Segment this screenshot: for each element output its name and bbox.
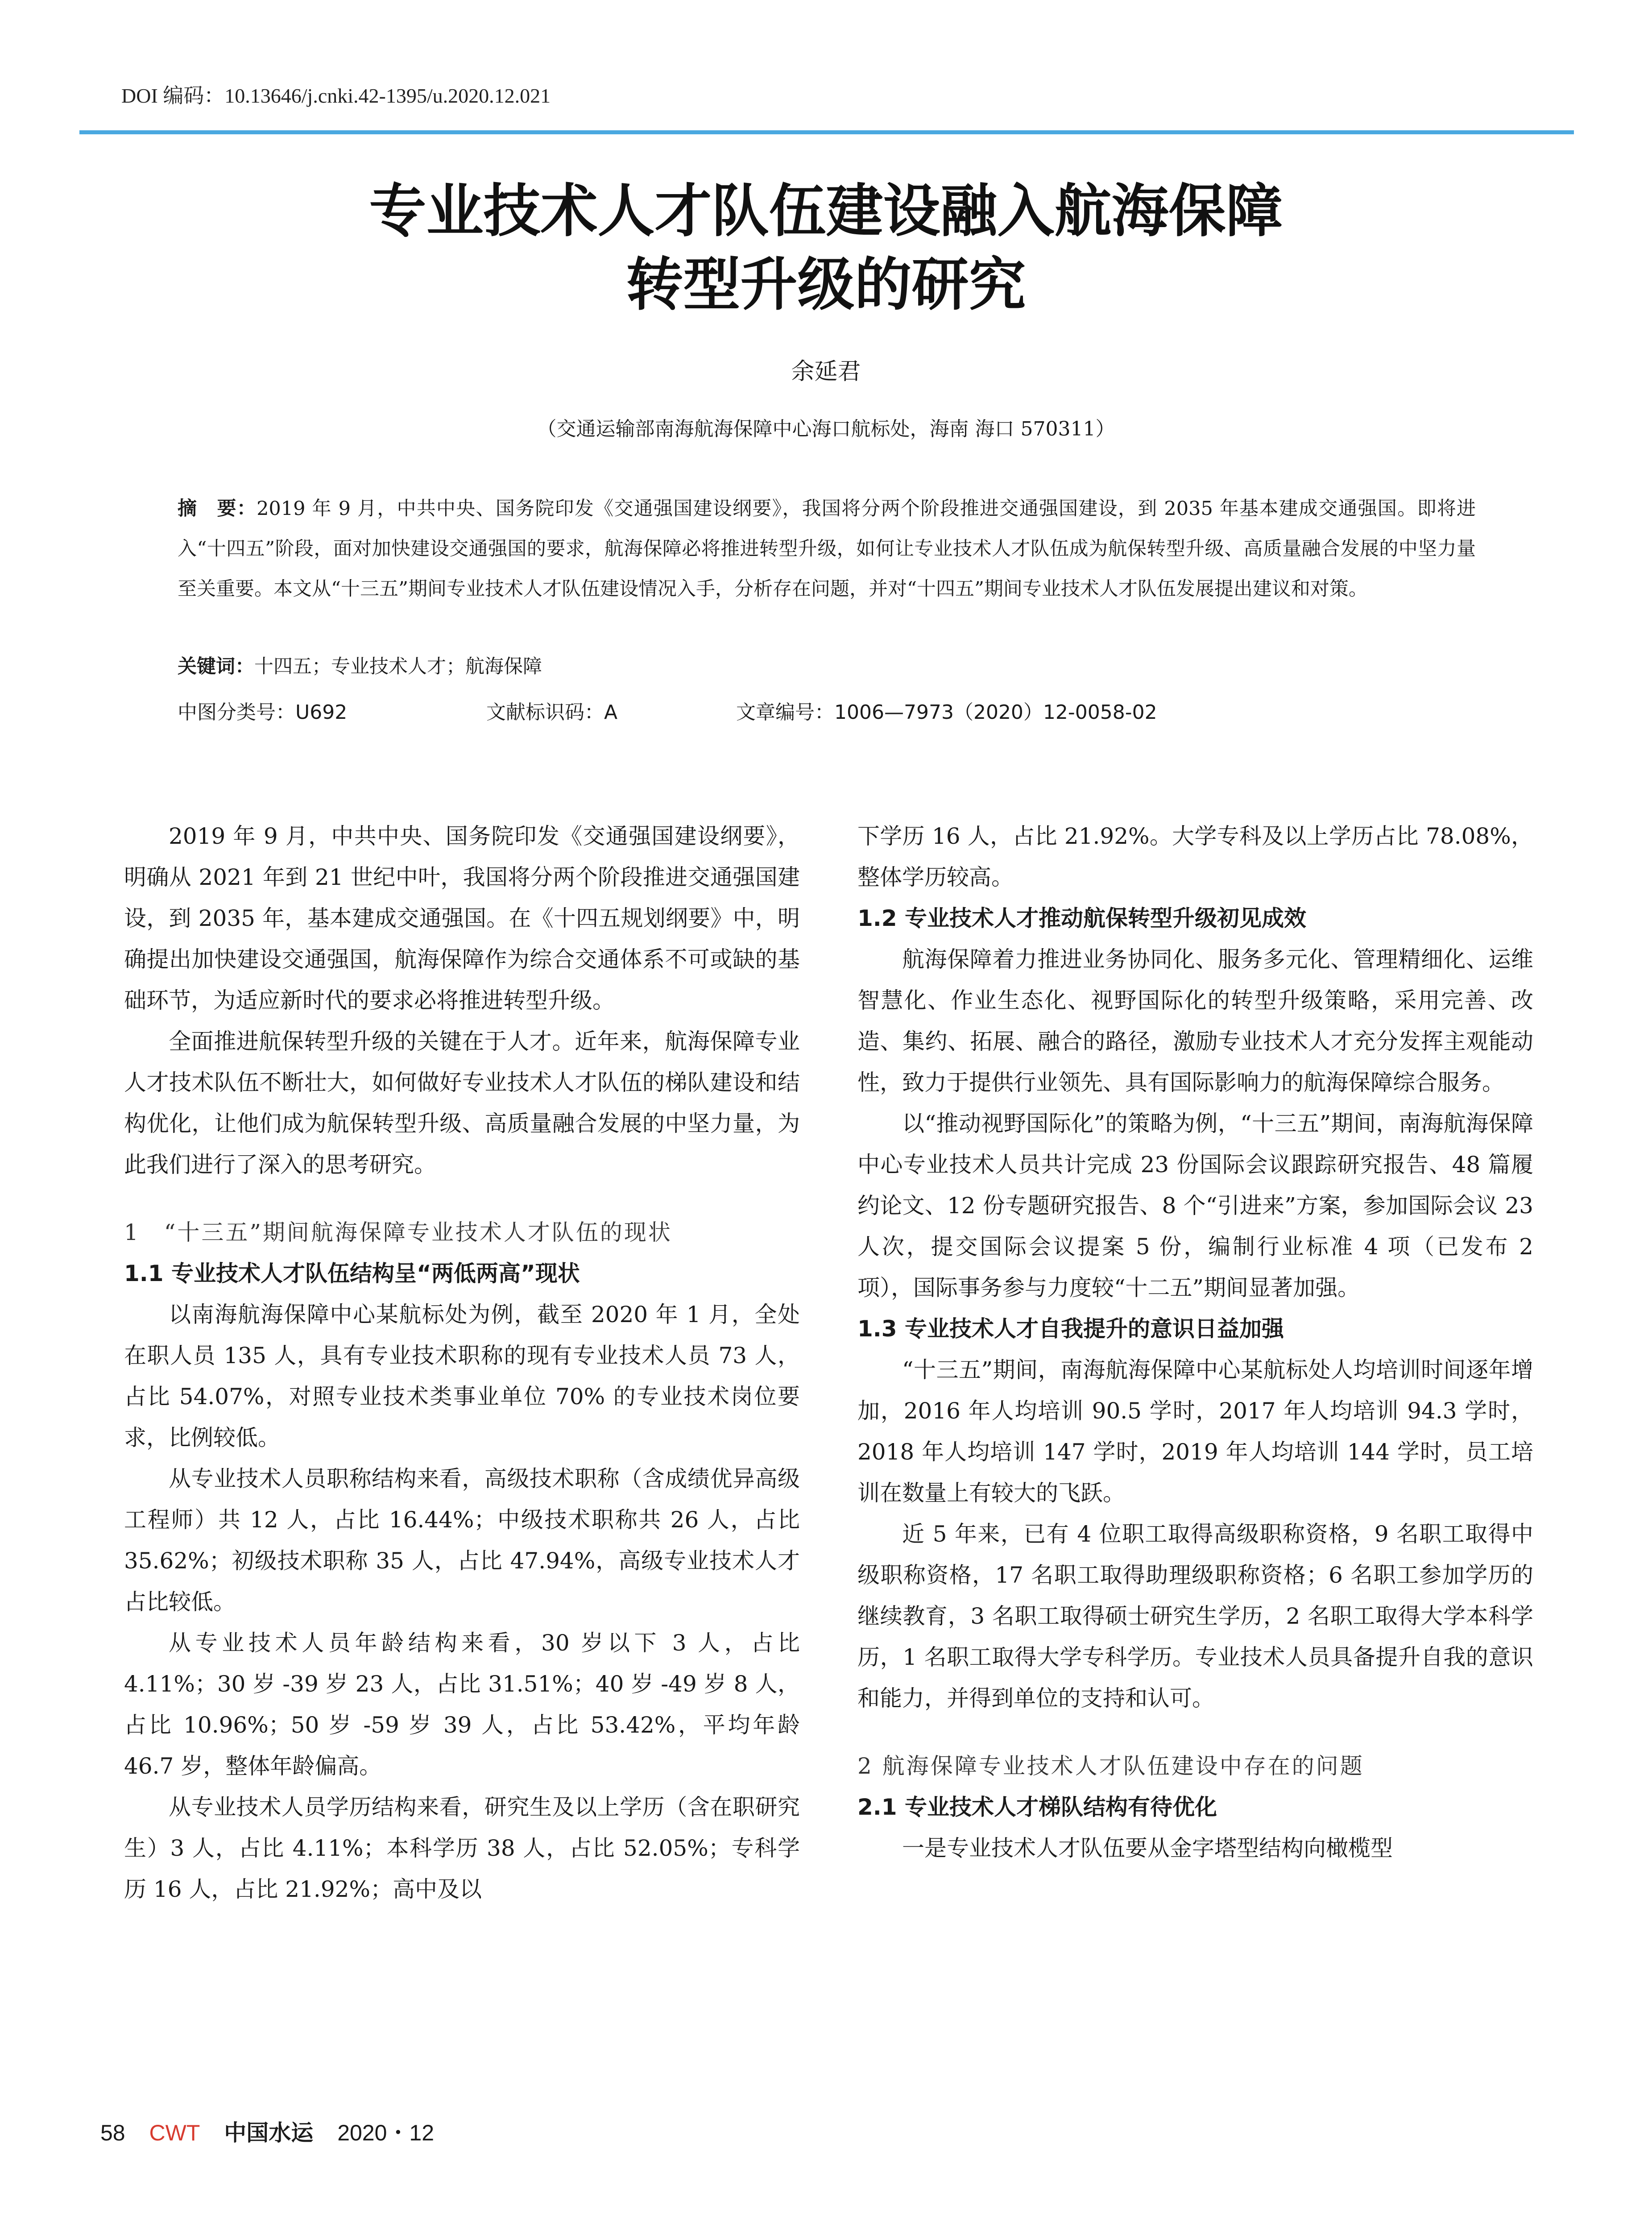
title-line-2: 转型升级的研究 <box>626 252 1026 318</box>
paragraph: 全面推进航保转型升级的关键在于人才。近年来，航海保障专业人才技术队伍不断壮大，如何做好专业技术人才队伍的梯队建设和结构优化，让他们成为航保转型升级、高质量融合发展的中坚力量，为此我们进行了深入的思考研究。 <box>124 1028 800 1178</box>
paragraph: 从专业技术人员职称结构来看，高级技术职称（含成绩优异高级工程师）共 12 人，占比 16.44%；中级技术职称共 26 人，占比 35.62%；初级技术职称 35 人，占比 47.94%，高级专业技术人才占比较低。 <box>124 1466 800 1615</box>
article-number: 文章编号：1006—7973（2020）12-0058-02 <box>736 701 1157 724</box>
author: 余延君 <box>791 358 861 385</box>
paragraph: 2019 年 9 月，中共中央、国务院印发《交通强国建设纲要》，明确从 2021 年到 21 世纪中叶，我国将分两个阶段推进交通强国建设，到 2035 年，基本建成交通强国。在《十四五规划纲要》中，明确提出加快建设交通强国，航海保障作为综合交通体系不可或缺的基础环节，为适应新时代的要求必将推进转型升级。 <box>124 823 800 1013</box>
section-heading-2: 2 航海保障专业技术人才队伍建设中存在的问题 <box>857 1753 1364 1779</box>
paragraph: 近 5 年来，已有 4 位职工取得高级职称资格，9 名职工取得中级职称资格，17 名职工取得助理级职称资格；6 名职工参加学历的继续教育，3 名职工取得硕士研究生学历，2 名职工取得大学本科学历，1 名职工取得大学专科学历。专业技术人员具备提升自我的意识和能力，并得到单位的支持和认可。 <box>857 1521 1533 1711</box>
doi-line: DOI 编码：10.13646/j.cnki.42-1395/u.2020.12.021 <box>121 84 551 107</box>
page-number: 58 <box>100 2120 125 2145</box>
section-heading-1: 1 “十三五”期间航海保障专业技术人才队伍的现状 <box>124 1219 672 1245</box>
abstract <box>178 489 1476 609</box>
paragraph: 以南海航海保障中心某航标处为例，截至 2020 年 1 月，全处在职人员 135 人，具有专业技术职称的现有专业技术人员 73 人，占比 54.07%，对照专业技术类事业单位 70% 的专业技术岗位要求，比例较低。 <box>124 1302 800 1451</box>
page-footer <box>100 2115 452 2147</box>
paragraph: 下学历 16 人，占比 21.92%。大学专科及以上学历占比 78.08%，整体学历较高。 <box>857 823 1533 890</box>
abstract-text: 2019 年 9 月，中共中央、国务院印发《交通强国建设纲要》，我国将分两个阶段推进交通强国建设，到 2035 年基本建成交通强国。即将进入“十四五”阶段，面对加快建设交通强国的要求，航海保障必将推进转型升级，如何让专业技术人才队伍成为航保转型升级、高质量融合发展的中坚力量至关重要。本文从“十三五”期间专业技术人才队伍建设情况入手，分析存在问题，并对“十四五”期间专业技术人才队伍发展提出建议和对策。 <box>178 498 1476 600</box>
clc-number: 中图分类号：U692 <box>178 701 348 724</box>
subsection-heading-1-2: 1.2 专业技术人才推动航保转型升级初见成效 <box>857 905 1306 931</box>
left-column <box>124 816 800 1910</box>
subsection-heading-2-1: 2.1 专业技术人才梯队结构有待优化 <box>857 1794 1217 1820</box>
journal-name: 中国水运 <box>224 2120 314 2146</box>
paragraph: 航海保障着力推进业务协同化、服务多元化、管理精细化、运维智慧化、作业生态化、视野国际化的转型升级策略，采用完善、改造、集约、拓展、融合的路径，激励专业技术人才充分发挥主观能动性，致力于提供行业领先、具有国际影响力的航海保障综合服务。 <box>857 946 1533 1095</box>
abstract-label: 摘 要： <box>178 498 257 520</box>
paragraph: 从专业技术人员年龄结构来看，30 岁以下 3 人，占比 4.11%；30 岁 -39 岁 23 人，占比 31.51%；40 岁 -49 岁 8 人，占比 10.96%；50 岁 -59 岁 39 人，占比 53.42%，平均年龄 46.7 岁，整体年龄偏高。 <box>124 1630 800 1779</box>
title-line-1: 专业技术人才队伍建设融入航海保障 <box>369 178 1283 245</box>
subsection-heading-1-1: 1.1 专业技术人才队伍结构呈“两低两高”现状 <box>124 1261 580 1286</box>
document-code: 文献标识码：A <box>486 701 618 724</box>
keywords-text: 十四五；专业技术人才；航海保障 <box>254 655 542 678</box>
affiliation: （交通运输部南海航海保障中心海口航标处，海南 海口 570311） <box>537 418 1115 440</box>
paragraph: 从专业技术人员学历结构来看，研究生及以上学历（含在职研究生）3 人，占比 4.11%；本科学历 38 人，占比 52.05%；专科学历 16 人，占比 21.92%；高中及以 <box>124 1794 800 1902</box>
issue: 2020・12 <box>337 2120 435 2145</box>
paragraph: “十三五”期间，南海航海保障中心某航标处人均培训时间逐年增加，2016 年人均培训 90.5 学时，2017 年人均培训 94.3 学时，2018 年人均培训 147 学时，2019 年人均培训 144 学时，员工培训在数量上有较大的飞跃。 <box>857 1357 1533 1506</box>
header-rule <box>79 130 1574 134</box>
journal-logo-cwt: CWT <box>149 2120 200 2145</box>
right-column <box>857 816 1533 1869</box>
keywords-label: 关键词： <box>178 655 254 678</box>
keywords <box>178 651 542 679</box>
paragraph: 以“推动视野国际化”的策略为例，“十三五”期间，南海航海保障中心专业技术人员共计完成 23 份国际会议跟踪研究报告、48 篇履约论文、12 份专题研究报告、8 个“引进来”方案，参加国际会议 23 人次，提交国际会议提案 5 份，编制行业标准 4 项（已发布 2 项），国际事务参与力度较“十二五”期间显著加强。 <box>857 1111 1533 1301</box>
subsection-heading-1-3: 1.3 专业技术人才自我提升的意识日益加强 <box>857 1316 1284 1342</box>
paragraph: 一是专业技术人才队伍要从金字塔型结构向橄榄型 <box>902 1835 1393 1861</box>
